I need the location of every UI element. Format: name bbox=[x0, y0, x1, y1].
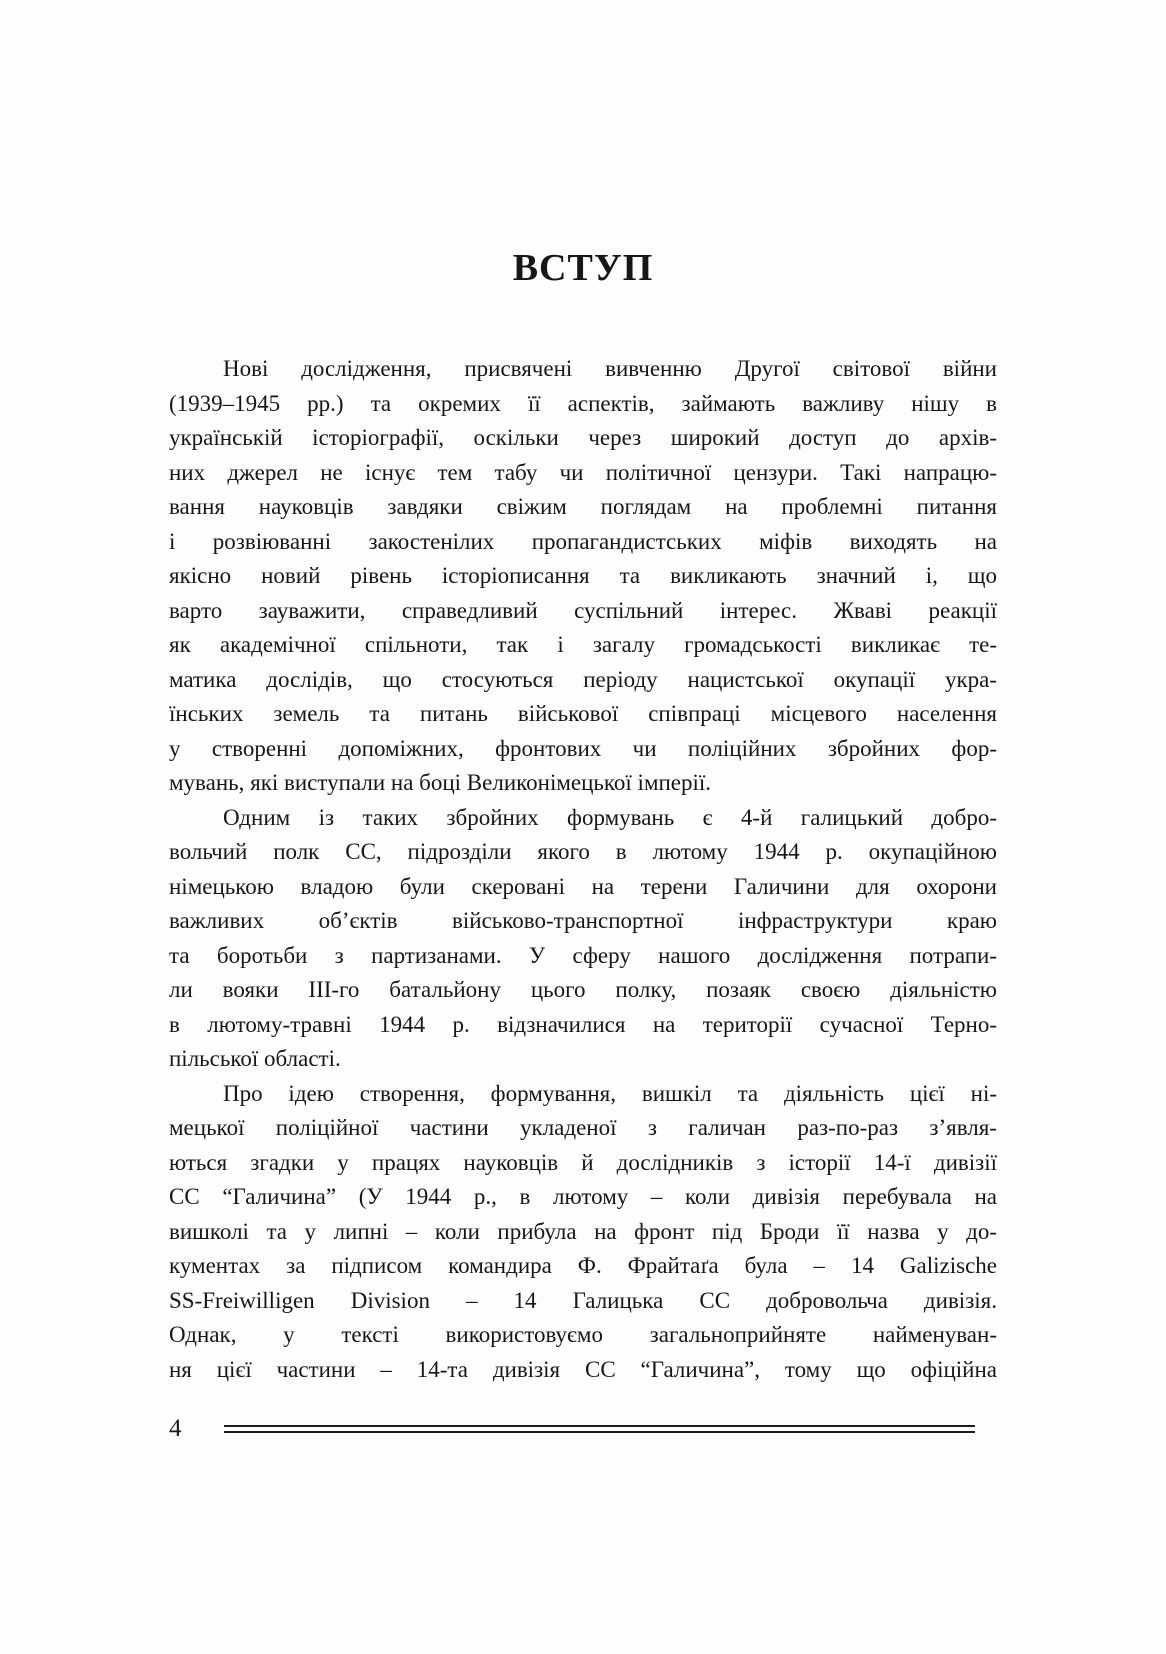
text-line: якісно новий рівень історіописання та викликають значний і, що bbox=[169, 563, 997, 588]
text-line: SS-Freiwilligen Division – 14 Галицька СС добровольча дивізія. bbox=[169, 1287, 997, 1313]
text-line: Нові дослідження, присвячені вивченню Другої світової війни bbox=[223, 356, 997, 381]
text-line: Про ідею створення, формування, вишкіл та діяльність цієї ні- bbox=[223, 1080, 997, 1106]
text-line: ються згадки у працях науковців й дослідників з історії 14-ї дивізії bbox=[169, 1149, 997, 1175]
text-line: ли вояки ІІІ-го батальйону цього полку, позаяк своєю діяльністю bbox=[169, 977, 997, 1002]
text-line: їнських земель та питань військової співпраці місцевого населення bbox=[169, 701, 997, 726]
paragraph bbox=[169, 1077, 997, 1388]
page-number: 4 bbox=[169, 1415, 182, 1442]
text-line: вишколі та у липні – коли прибула на фронт під Броди її назва у до- bbox=[169, 1218, 997, 1244]
text-line: мувань, які виступали на боці Великонімецької імперії. bbox=[169, 770, 712, 795]
page-footer bbox=[169, 1416, 975, 1441]
text-line: кументах за підписом командира Ф. Фрайтаґа була – 14 Galizische bbox=[169, 1253, 997, 1278]
text-line: вольчий полк СС, підрозділи якого в лютому 1944 р. окупаційною bbox=[169, 839, 997, 864]
text-line: мецької поліційної частини укладеної з галичан раз-по-раз з’явля- bbox=[169, 1115, 997, 1140]
text-line: українській історіографії, оскільки через широкий доступ до архів- bbox=[169, 425, 997, 450]
text-line: матика дослідів, що стосуються періоду нацистської окупації укра- bbox=[169, 666, 997, 692]
text-line: ня цієї частини – 14-та дивізія СС “Галичина”, тому що офіційна bbox=[169, 1356, 997, 1382]
text-line: вання науковців завдяки свіжим поглядам на проблемні питання bbox=[169, 494, 997, 519]
text-line: (1939–1945 рр.) та окремих її аспектів, займають важливу нішу в bbox=[169, 390, 997, 416]
text-line: СС “Галичина” (У 1944 р., в лютому – коли дивізія перебувала на bbox=[169, 1184, 997, 1209]
text-line: Однак, у тексті використовуємо загальноприйняте найменуван- bbox=[169, 1322, 997, 1347]
text-line: важливих об’єктів військово-транспортної інфраструктури краю bbox=[169, 908, 997, 933]
text-line: варто зауважити, справедливий суспільний інтерес. Жваві реакції bbox=[169, 597, 997, 623]
text-line: у створенні допоміжних, фронтових чи поліційних збройних фор- bbox=[169, 735, 997, 761]
paragraph bbox=[169, 352, 997, 801]
text-line: німецькою владою були скеровані на терени Галичини для охорони bbox=[169, 873, 997, 899]
text-line: в лютому-травні 1944 р. відзначилися на території сучасної Терно- bbox=[169, 1011, 997, 1037]
footer-rule bbox=[224, 1425, 976, 1433]
paragraph bbox=[169, 801, 997, 1077]
text-block bbox=[169, 352, 997, 1387]
text-line: Одним із таких збройних формувань є 4-й галицький добро- bbox=[223, 804, 997, 830]
text-line: та боротьби з партизанами. У сферу нашого дослідження потрапи- bbox=[169, 942, 997, 968]
text-line: і розвіюванні закостенілих пропагандистських міфів виходять на bbox=[169, 528, 997, 554]
text-line: пільської області. bbox=[169, 1046, 341, 1071]
text-line: них джерел не існує тем табу чи політичної цензури. Такі напрацю- bbox=[169, 459, 997, 485]
page-title: ВСТУП bbox=[512, 247, 654, 289]
text-line: як академічної спільноти, так і загалу громадськості викликає те- bbox=[169, 632, 997, 657]
